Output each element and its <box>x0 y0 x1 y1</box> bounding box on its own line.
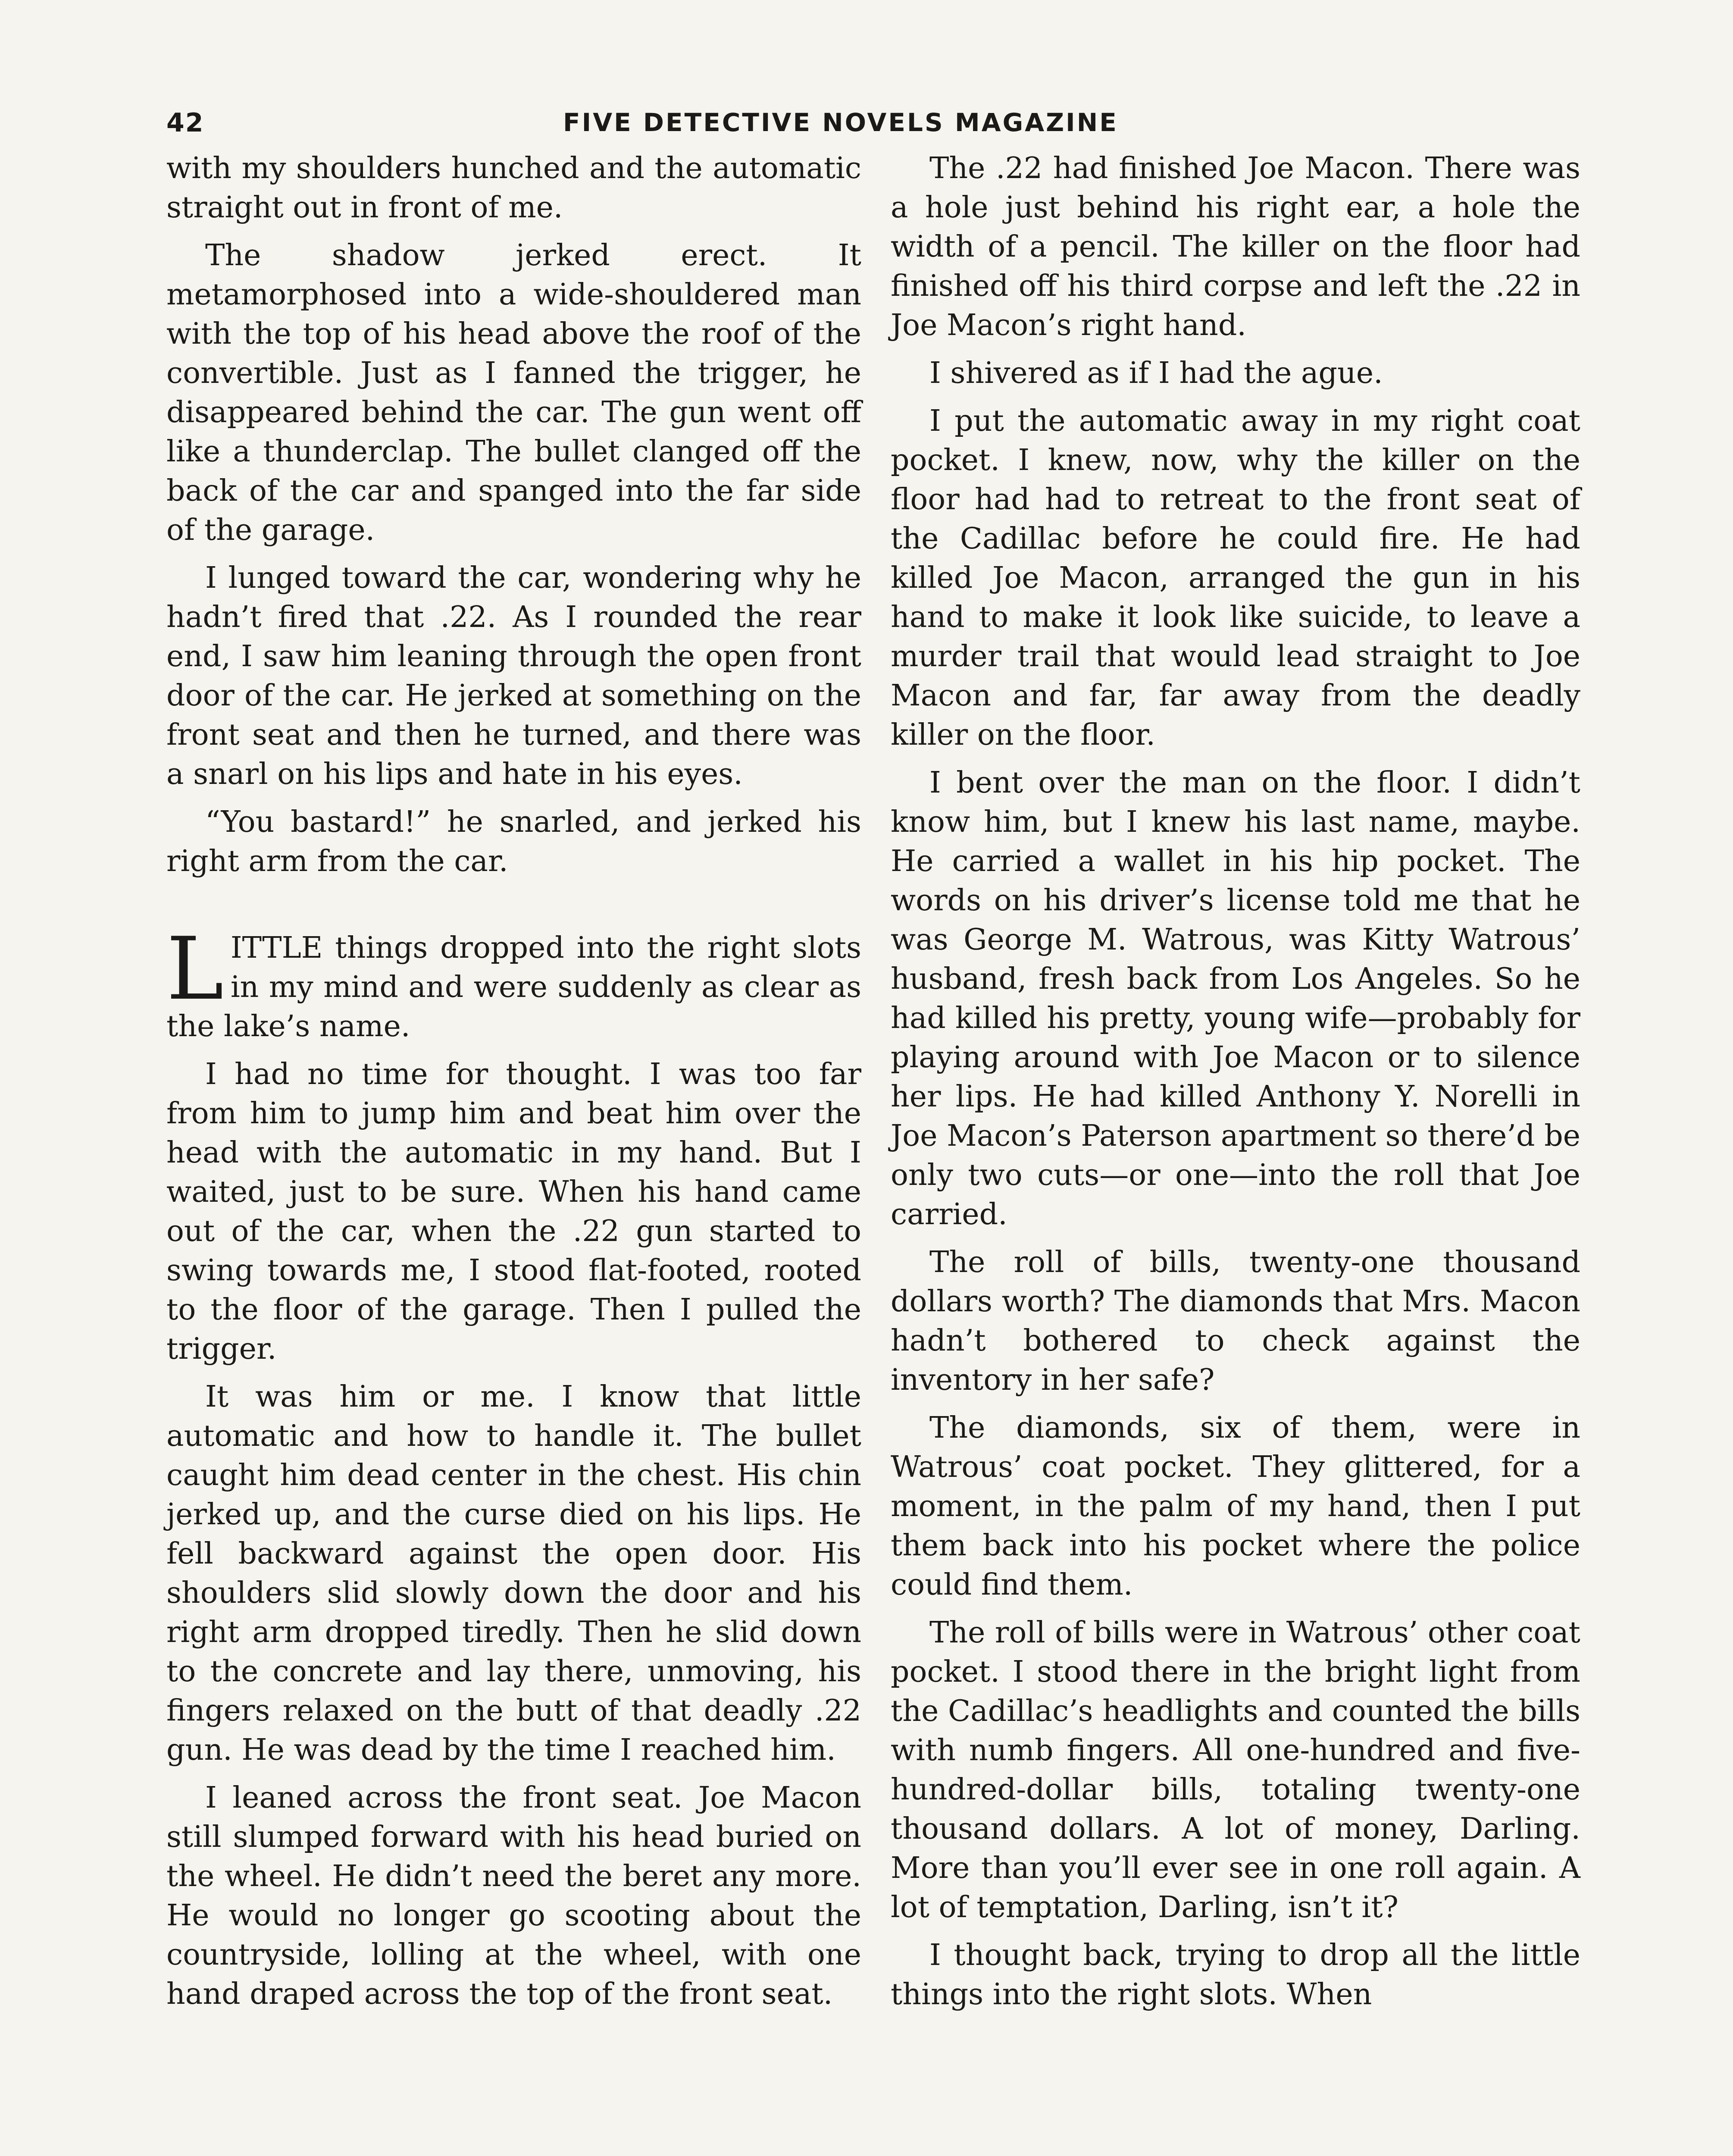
page-header <box>166 108 1602 147</box>
paragraph: I put the automatic away in my right coat pocket. I knew, now, why the killer on the floor had had to retreat to the front seat of the Cadillac before he could fire. He had killed Joe Macon, arranged the gun in his hand to make it look like suicide, to leave a murder trail that would lead straight to Joe Macon and far, far away from the deadly killer on the floor. <box>891 404 1580 752</box>
paragraph: I had no time for thought. I was too far from him to jump him and beat him over the head with the automatic in my hand. But I waited, just to be sure. When his hand came out of the car, when the .22 gun started to swing towards me, I stood flat-footed, rooted to the floor of the garage. Then I pulled the trigger. <box>166 1057 861 1366</box>
paragraph-text: ITTLE things dropped into the right slots in my mind and were suddenly as clear as the lake’s name. <box>166 931 861 1044</box>
right-column <box>891 149 1580 2023</box>
paragraph: The diamonds, six of them, were in Watrous’ coat pocket. They glittered, for a moment, in the palm of my hand, then I put them back into his pocket where the police could find them. <box>891 1411 1580 1602</box>
paragraph: I lunged toward the car, wondering why he hadn’t fired that .22. As I rounded the rear end, I saw him leaning through the open front door of the car. He jerked at something on the front seat and then he turned, and there was a snarl on his lips and hate in his eyes. <box>166 561 861 791</box>
paragraph: I shivered as if I had the ague. <box>929 356 1383 390</box>
paragraph: with my shoulders hunched and the automatic straight out in front of me. <box>166 151 861 225</box>
paragraph: The roll of bills were in Watrous’ other coat pocket. I stood there in the bright light from the Cadillac’s headlights and counted the bills with numb fingers. All one-hundred and five-hundred-dollar bills, totaling twenty-one thousand dollars. A lot of money, Darling. More than you’ll ever see in one roll again. A lot of temptation, Darling, isn’t it? <box>891 1616 1580 1924</box>
drop-cap: L <box>166 919 224 1019</box>
paragraph: I leaned across the front seat. Joe Macon still slumped forward with his head buried on the wheel. He didn’t need the beret any more. He would no longer go scooting about the countryside, lolling at the wheel, with one hand draped across the top of the front seat. <box>166 1781 861 2011</box>
paragraph: I bent over the man on the floor. I didn’t know him, but I knew his last name, maybe. He carried a wallet in his hip pocket. The words on his driver’s license told me that he was George M. Watrous, was Kitty Watrous’ husband, fresh back from Los Angeles. So he had killed his pretty, young wife—probably for playing around with Joe Macon or to silence her lips. He had killed Anthony Y. Norelli in Joe Macon’s Paterson apartment so there’d be only two cuts—or one—into the roll that Joe carried. <box>891 766 1580 1232</box>
page-number: 42 <box>166 108 204 138</box>
paragraph: The shadow jerked erect. It metamorphosed into a wide-shouldered man with the top of his head above the roof of the convertible. Just as I fanned the trigger, he disappeared behind the car. The gun went off like a thunderclap. The bullet clanged off the back of the car and spanged into the far side of the garage. <box>166 238 861 547</box>
left-column <box>166 149 861 2022</box>
paragraph: The roll of bills, twenty-one thousand dollars worth? The diamonds that Mrs. Macon hadn’t bothered to check against the inventory in her safe? <box>891 1245 1580 1397</box>
running-title: FIVE DETECTIVE NOVELS MAGAZINE <box>563 108 1118 137</box>
paragraph: It was him or me. I know that little automatic and how to handle it. The bullet caught him dead center in the chest. His chin jerked up, and the curse died on his lips. He fell backward against the open door. His shoulders slid slowly down the door and his right arm dropped tiredly. Then he slid down to the concrete and lay there, unmoving, his fingers relaxed on the butt of that deadly .22 gun. He was dead by the time I reached him. <box>166 1380 861 1767</box>
paragraph: The .22 had finished Joe Macon. There was a hole just behind his right ear, a hole the width of a pencil. The killer on the floor had finished off his third corpse and left the .22 in Joe Macon’s right hand. <box>891 151 1580 342</box>
section-start-paragraph <box>166 919 861 1046</box>
paragraph: “You bastard!” he snarled, and jerked his right arm from the car. <box>166 805 861 878</box>
paragraph: I thought back, trying to drop all the little things into the right slots. When <box>891 1938 1580 2012</box>
